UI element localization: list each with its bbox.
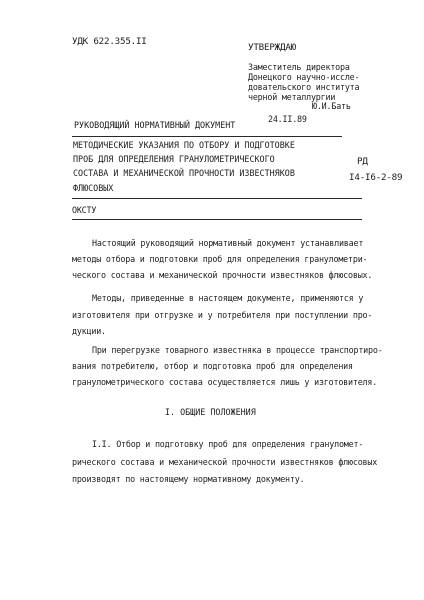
approval-title: УТВЕРЖДАЮ [248,42,296,53]
body-line: ческого состава и механической прочности известняков флюсовых. [72,270,373,280]
body-line: Методы, приведенные в настоящем документе, применяются у [92,293,364,303]
title-top-rule [72,136,342,137]
body-line: При перегрузке товарного известняка в процессе транспортиро- [92,345,383,355]
section-heading: I. ОБЩИЕ ПОЛОЖЕНИЯ [165,407,256,417]
title-line: МЕТОДИЧЕСКИЕ УКАЗАНИЯ ПО ОТБОРУ И ПОДГОТОВКЕ [73,140,295,150]
rd-label: РД [357,156,368,167]
body-line: дукции. [72,326,106,336]
okstu-rule [72,219,362,220]
okstu-label: ОКСТУ [72,205,97,215]
signatory-name: Ю.И.Бать [312,101,351,111]
body-line: изготовителя при отгрузке и у потребителя при поступлении про- [72,310,373,320]
title-bottom-rule [72,198,362,199]
approval-date: 24.II.89 [268,114,307,124]
title-line: ПРОБ ДЛЯ ОПРЕДЕЛЕНИЯ ГРАНУЛОМЕТРИЧЕСКОГО [73,154,275,164]
body-line: гранулометрического состава осуществляется лишь у изготовителя. [72,377,378,387]
approval-line: черной металлургии [248,92,336,102]
body-line: Настоящий руководящий нормативный документ устанавливает [92,238,364,248]
approval-line: Заместитель директора [248,62,350,72]
body-line: методы отбора и подготовки проб для определения гранулометри- [72,254,368,264]
document-type: РУКОВОДЯЩИЙ НОРМАТИВНЫЙ ДОКУМЕНТ [74,120,236,130]
approval-line: довательского института [248,82,360,92]
title-line: СОСТАВА И МЕХАНИЧЕСКОЙ ПРОЧНОСТИ ИЗВЕСТНЯКОВ [73,168,295,178]
approval-line: Донецкого научно-иссле- [248,72,360,82]
clause-line: рического состава и механической прочности известняков флюсовых [72,457,378,467]
body-line: вания потребителю, отбор и подготовка проб для определения [72,361,353,371]
clause-line: I.I. Отбор и подготовку проб для определения грануломет- [92,439,364,449]
title-line: ФЛЮСОВЫХ [73,183,114,193]
rd-number: I4-I6-2-89 [349,172,403,183]
udk-code: УДК 622.355.II [72,36,147,47]
clause-line: производят по настоящему нормативному документу. [72,474,305,484]
